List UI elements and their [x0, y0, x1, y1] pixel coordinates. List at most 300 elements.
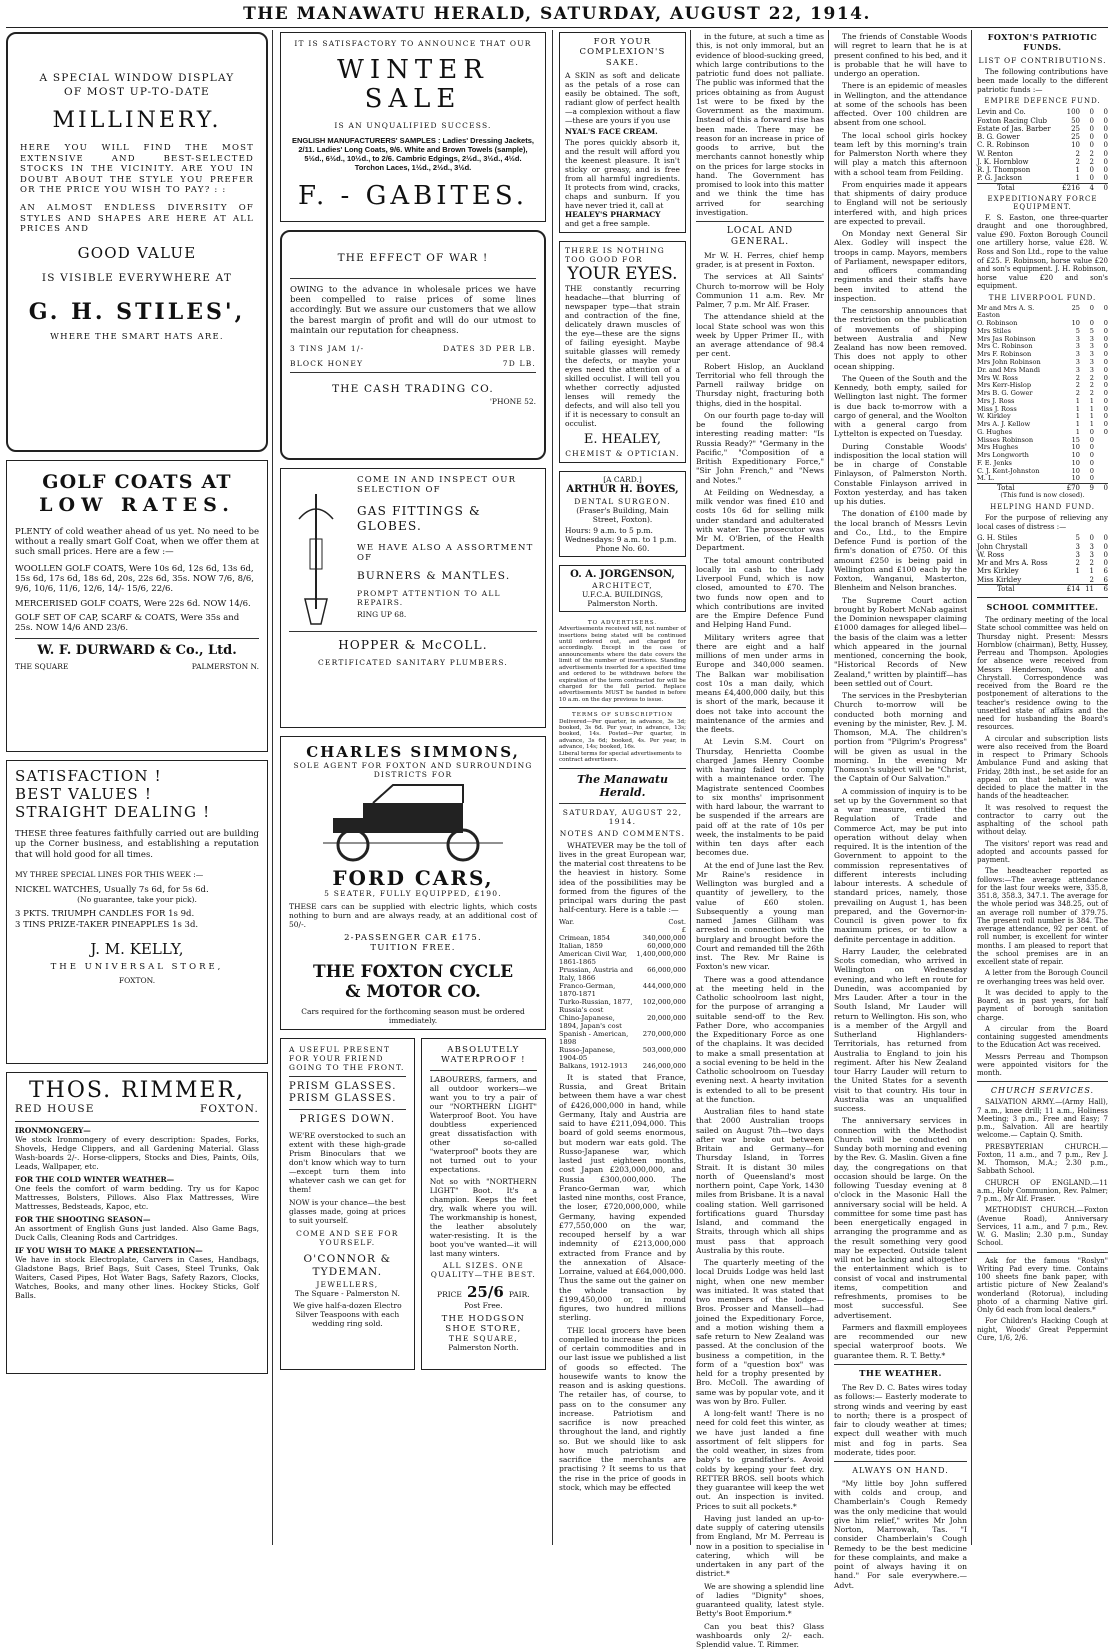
weather-head: THE WEATHER.	[859, 1368, 942, 1379]
fund-shillings: 0	[1089, 458, 1094, 467]
cash-item4: 7D LB.	[502, 359, 536, 369]
pound-col-header: £	[681, 925, 686, 934]
fund-pounds: 2	[1075, 157, 1080, 166]
golf-text3: MERCERISED GOLF COATS, Were 22s 6d. NOW 14/6.	[15, 598, 251, 609]
fund-shillings: 5	[1089, 326, 1094, 335]
school-p4: The visitors' report was read and adopted and accounts passed for payment.	[977, 839, 1108, 865]
boyes-name: ARTHUR H. BOYES,	[566, 484, 679, 496]
hopper-name: HOPPER & McCOLL.	[338, 638, 488, 653]
church-item: METHODIST CHURCH.—Foxton (Avenue Road), Anniversary Services, 11 a.m., and 7 p.m., Rev. W. G. Maslin; 2.30 p.m., Sunday School.	[977, 1206, 1108, 1248]
boyes-ad	[559, 471, 686, 556]
fund-name: R. J. Thompson	[977, 166, 1031, 175]
complexion-heading: FOR YOUR COMPLEXION'S SAKE.	[579, 37, 666, 68]
fund-pounds: 1	[1075, 420, 1080, 429]
fund-total-n: Total	[977, 484, 1058, 493]
fund-pence: 0	[1103, 412, 1108, 421]
column-rule	[272, 30, 273, 1545]
church-item: SALVATION ARMY.—(Army Hall), 7 a.m., knee drill; 11 a.m., Holiness Meeting; 3 p.m., Free and Easy; 7 p.m., Salvation. All are heartily welcome.— Captain Q. Smith.	[977, 1098, 1108, 1140]
simmons-two-seater: 2-PASSENGER CAR £175.	[344, 933, 482, 943]
fund-shillings: 3	[1089, 357, 1094, 366]
fund-pounds: 10	[1071, 466, 1080, 475]
kelly-h3: STRAIGHT DEALING !	[15, 803, 211, 821]
fund-total-row	[977, 183, 1108, 192]
war-cost: 60,000,000	[647, 941, 686, 950]
fund-shillings: 0	[1089, 116, 1094, 125]
stiles-text2: AN ALMOST ENDLESS DIVERSITY OF STYLES AND SHAPES ARE HERE AT ALL PRICES AND	[20, 203, 254, 234]
news-paragraph: During Constable Woods' indisposition the local station will be in charge of Constable Finlayson, of Palmerston North. Constable Finlayson arrived in Foxton yesterday, and has taken up his duties.	[834, 441, 967, 506]
school-p9: Messrs Perreau and Thompson were appointed visitors for the month.	[977, 1052, 1108, 1078]
fund-pounds: 1	[1075, 166, 1080, 175]
liv-note: (This fund is now closed).	[1000, 491, 1085, 500]
complexion-shop: HEALEY'S PHARMACY	[565, 210, 661, 220]
fund-row	[977, 475, 1108, 483]
hopper-text1: COME IN AND INSPECT OUR SELECTION OF	[357, 475, 517, 496]
fund-name: Mrs Stiles	[977, 326, 1012, 335]
stiles-name: G. H. STILES',	[28, 298, 246, 325]
war-cost: 270,000,000	[642, 1029, 686, 1038]
fund-shillings: 2	[1089, 389, 1094, 398]
golf-coats-ad	[6, 460, 268, 752]
complexion-text3: and get a free sample.	[565, 219, 651, 229]
hodgson-text2: Not so with "NORTHERN LIGHT" Boot. It's a champion. Keeps the feet dry, walk where you will. The workmanship is honest, the leather absolutely water-resisting. It is the boot you've wanted—it will last many winters.	[429, 1176, 537, 1258]
fund-pence	[1094, 460, 1108, 468]
fund-shillings: 3	[1089, 365, 1094, 374]
complexion-product: NYAL'S FACE CREAM.	[565, 127, 658, 137]
boyes-trade: DENTAL SURGEON.	[574, 496, 671, 506]
fund-shillings: 1	[1089, 567, 1094, 576]
always-text: "My little boy John suffered with colds and croup, and Chamberlain's Cough Remedy was the only medicine that would give him relief," writes Mr John Norton, Marrowah, Tas. "I consider Chamberlain's Cough Remedy to be the best medicine for these complaints, and make a point of always having it on hand." For sale everywhere.—Advt.	[834, 1478, 967, 1590]
jorgenson-addr: U.F.C.A. BUILDINGS,	[581, 589, 664, 599]
fund-pence: 0	[1103, 427, 1108, 436]
jorgenson-name: O. A. JORGENSON,	[570, 568, 675, 580]
golf-firm: W. F. DURWARD & Co., Ltd.	[37, 642, 237, 658]
fund-shillings: 0	[1089, 108, 1094, 117]
column-3	[559, 32, 686, 1545]
fund-name: Mrs Longworth	[977, 451, 1029, 460]
simmons-spec: 5 SEATER, FULLY EQUIPPED, £190.	[324, 889, 502, 898]
fund-pence: 0	[1103, 357, 1108, 366]
gabites-sub: IS AN UNQUALIFIED SUCCESS.	[334, 121, 492, 131]
cash-trading-ad	[280, 230, 546, 460]
news-paragraph: Harry Lauder, the celebrated Scots comedian, who arrived in Wellington on Wednesday evening, and who left en route for Dunedin, was accompanied by Mrs Lauder. After a tour in the South Island, Mr Lauder will return to Wellington. His son, who is a member of the Argyll and Sutherland Highlanders-Territorials, has returned from Australia to England to join his regiment. After his New Zealand tour Harry Lauder will return to the United States for a seventh visit to that country. His tour in Australia was an unqualified success.	[834, 946, 967, 1113]
eyes-text: THE constantly recurring headache—that blurring of newspaper type—that strain and contraction of the fine, delicately drawn muscles of the eye—these are the signs of failing eyesight. Maybe suitable glasses will remedy the defects, or maybe your eyes need the attention of a skilled occulist. I will tell you whether correctly adjusted lenses will remedy the defects, and will also tell you if it is necessary to consult an occulist.	[565, 284, 680, 429]
fund-pence: 0	[1103, 420, 1108, 429]
rimmer-sec2: FOR THE COLD WINTER WEATHER—	[15, 1174, 175, 1184]
golf-heading2: LOW RATES.	[39, 493, 235, 516]
hodgson-name1: THE HODGSON	[441, 1313, 526, 1324]
fund-pounds: 1	[1075, 427, 1080, 436]
rimmer-sec4: IF YOU WISH TO MAKE A PRESENTATION—	[15, 1245, 203, 1255]
fund-name: C. J. Kent-Johnston	[977, 466, 1040, 475]
simmons-tuition: TUITION FREE.	[370, 943, 456, 954]
fund-shillings: 0	[1089, 466, 1094, 475]
notices-h2: TERMS OF SUBSCRIPTION	[572, 712, 673, 719]
column-4	[696, 32, 825, 1649]
local-paragraph: There was a good attendance at the meeting held in the Catholic schoolroom last night, for the purpose of arranging a suitable send-off to the Rev. Father Dore, who accompanies the Expeditionary Force as one of the chaplains. It was decided to make a small presentation at a social evening to be held in the Catholic schoolroom on Tuesday evening next. A hearty invitation is extended to all to be present at the function.	[696, 974, 824, 1104]
fund-pence: 0	[1103, 365, 1108, 374]
oconnor-text3: NOW is your chance—the best glasses made, going at prices to suit yourself.	[289, 1197, 406, 1225]
column-rule	[552, 30, 553, 1545]
school-p8: A circular from the Board containing suggested amendments to the Education Act was received.	[977, 1024, 1108, 1050]
fund-pence	[1094, 444, 1108, 452]
hodgson-town: Palmerston North.	[448, 1343, 519, 1353]
fund-name: Mrs John Robinson	[977, 357, 1041, 366]
war-name: Chino-Japanese, 1894, Japan's cost	[559, 1013, 622, 1030]
fund-name: Mrs C. Robinson	[977, 342, 1033, 351]
local-paragraph: Mr W. H. Ferres, chief hemp grader, is at present in Foxton.	[696, 250, 824, 270]
fund-pounds: 3	[1075, 550, 1080, 559]
fund-name: W. Ross	[977, 550, 1005, 559]
fund-shillings: 0	[1089, 443, 1094, 452]
masthead: THE MANAWATU HERALD, SATURDAY, AUGUST 22, 1914.	[243, 4, 871, 24]
fund-pounds	[1058, 576, 1080, 584]
fund-name: G. Hughes	[977, 427, 1012, 436]
fund-name: G. H. Stiles	[977, 534, 1018, 543]
rimmer-text4: We have in stock Electroplate, Carvers in Cases, Handbags, Gladstone Bags, Brief Bags, Suit Cases, Steel Trunks, Oak Waiters, Cased Pipes, Hot Water Bags, Safety Razors, Clocks, Watches, Books, and many other lines. Hockey Sticks, Golf Balls.	[15, 1254, 259, 1300]
fund-name: Mrs F. Robinson	[977, 350, 1032, 359]
fund-row	[977, 166, 1108, 174]
fund-shillings: 0	[1089, 451, 1094, 460]
local-paragraph: On our fourth page to-day will be found the following interesting reading matter: "Is Russia Ready?" "Germany in the Pacific," "Composition of a British Expeditionary Force," "Sir John French," and "News and Notes."	[696, 410, 824, 485]
hopper-burners: BURNERS & MANTLES.	[357, 569, 511, 582]
war-col-header: War.	[559, 917, 575, 926]
news-paragraph: The Queen of the South and the Kennedy, both empty, sailed for Wellington last night. The former is due back to-morrow with a cargo of general, and the Woolton with a general cargo from Lyttelton is expected on Tuesday.	[834, 373, 967, 439]
fund-name: Mr and Mrs A. S. Easton	[977, 303, 1035, 320]
fund-total-c: 0	[1094, 183, 1108, 192]
fund-row	[977, 567, 1108, 575]
fund-name: Mrs Kirkley	[977, 567, 1019, 576]
local-paragraph: At Levin S.M. Court on Thursday, Henrietta Coombe charged James Henry Coombe with having failed to comply with a maintenance order. The Magistrate sentenced Coombes to six months' imprisonment with hard labour, the warrant to be suspended if the arrears are paid off at the rate of 10s per week, the instalments to be paid within ten days after each becomes due.	[696, 737, 824, 858]
oconnor-name2: TYDEMAN.	[312, 1266, 383, 1279]
gabites-text: ENGLISH MANUFACTURERS' SAMPLES : Ladies' Dressing Jackets, 2/11. Ladies' Long Coats, 9/6. White and Brown Towels (sample), 5½d., 6½d., 10½d., to 2/6. Cambric Edgings, 2½d., 3½d., 4½d. Torchon Laces, 1½d., 2½d., 3½d.	[292, 136, 534, 173]
fund-pounds: 1	[1075, 567, 1080, 576]
oconnor-addr: The Square - Palmerston N.	[294, 1288, 400, 1298]
fund-shillings: 3	[1089, 350, 1094, 359]
fund-row	[977, 150, 1108, 158]
fund-shillings: 1	[1089, 396, 1094, 405]
boyes-phone: Phone No. 60.	[595, 543, 650, 553]
cash-name: THE CASH TRADING CO.	[332, 383, 494, 396]
fund-pounds: 25	[1071, 133, 1080, 142]
stiles-line1: A SPECIAL WINDOW DISPLAY	[39, 72, 235, 84]
fund-name: Mrs Hughes	[977, 443, 1019, 452]
fund-pounds: 3	[1075, 365, 1080, 374]
rimmer-text2: One feels the comfort of warm bedding. Try us for Kapoc Mattresses, Bolsters, Pillows. Also Flax Mattresses, Wire Mattresses, Bedsteads, Kapoc, etc.	[15, 1183, 259, 1211]
fund-shillings: 0	[1089, 133, 1094, 142]
eyes-name: E. HEALEY,	[583, 432, 662, 448]
fund-pence: 0	[1103, 116, 1108, 125]
fund-pounds: 2	[1075, 559, 1080, 568]
fund-pounds: 100	[1066, 108, 1080, 117]
fund-pounds: 2	[1075, 149, 1080, 158]
notices-t1: Advertisements received will, not number of insertions being stated will be continued until ordered out, and charged for accordingly. Except in the case of announcements where the date covers the limit of the number of insertions. Standing advertisements inserted for a specified time and ordered to be withdrawn before the expiration of the term contracted for will be charged for the full period. Replace advertisements MUST be handed in before 10 a.m. on the day previous to issue.	[559, 626, 686, 703]
school-p5: The headteacher reported as follows:—The average attendance for the last four weeks were, 335.8, 351.8, 358.3, 347.1. The average for the whole period was 348.25, out of an average roll number of 379.75. The present roll number is 384. The average attendance, 92 per cent. of roll number, is excellent for winter months. I am pleased to report that the school premises are in an excellent state of repair.	[977, 867, 1108, 967]
gabites-ad	[280, 32, 546, 222]
fund-shillings: 2	[1089, 575, 1094, 584]
fund-shillings: 3	[1089, 334, 1094, 343]
simmons-name: CHARLES SIMMONS,	[306, 743, 520, 761]
fund-pounds: 1	[1075, 404, 1080, 413]
boyes-hours: Hours: 9 a.m. to 5 p.m. Wednesdays: 9 a.m. to 1 p.m.	[565, 525, 677, 544]
fund-name: W. Kirkley	[977, 412, 1011, 421]
oconnor-trade: JEWELLERS,	[316, 1279, 379, 1289]
local-paragraph: Can you beat this? Glass washboards only 2/- each. Splendid value. T. Rimmer.	[696, 1621, 824, 1649]
fund-total-n: Total	[977, 584, 1058, 593]
hodgson-h2: WATERPROOF !	[440, 1055, 526, 1066]
column-rule	[971, 30, 972, 1545]
fund-pounds: 1	[1075, 412, 1080, 421]
fund-pence: 0	[1103, 381, 1108, 390]
stiles-good-value: GOOD VALUE	[77, 244, 197, 263]
war-cost-table	[559, 918, 686, 1070]
fund-pence: 0	[1103, 534, 1108, 543]
war-cost: 66,000,000	[647, 965, 686, 974]
fund-total-row	[977, 584, 1108, 593]
fund-pence: 0	[1103, 404, 1108, 413]
column-5	[834, 32, 967, 1590]
kelly-h2: BEST VALUES !	[15, 785, 153, 803]
local-paragraph: The services at All Saints' Church to-morrow will be Holy Communion 11 a.m. Rev. Mr Palmer, 7 p.m. Mr Alf. Fraser.	[696, 272, 824, 310]
fund-shillings: 0	[1089, 534, 1094, 543]
funds-head: FOXTON'S PATRIOTIC FUNDS.	[987, 32, 1098, 52]
war-row	[559, 1014, 686, 1030]
column-2	[280, 32, 546, 1545]
eyes-heading: YOUR EYES.	[567, 264, 678, 285]
war-cost: 102,000,000	[642, 997, 686, 1006]
hodgson-post: Post Free.	[464, 1300, 503, 1310]
fund-row	[977, 534, 1108, 542]
complexion-text1: A SKIN as soft and delicate as the petals of a rose can easily be obtained. The soft, radiant glow of perfect health—a complexion without a flaw—these are yours if you use	[565, 71, 680, 126]
news-paragraph: The donation of £100 made by the local branch of Messrs Levin and Co., Ltd., to the Empire Defence Fund is portion of the firm's donation of £750. Of this amount £250 is being paid in Wellington and £100 each by the Foxton, Wanganui, Masterton, Blenheim and Nelson branches.	[834, 509, 967, 593]
stiles-line2: OF MOST UP-TO-DATE	[64, 85, 210, 98]
cough-ad: For Children's Hacking Cough at night, Woods' Great Peppermint Cure, 1/6, 2/6.	[977, 1317, 1108, 1342]
fund-pounds: 10	[1071, 443, 1080, 452]
help-head: HELPING HAND FUND.	[990, 503, 1095, 512]
news-paragraph: Farmers and flaxmill employees are recommended our new special waterproof boots. We guarantee them. R. T. Betty.*	[834, 1322, 967, 1360]
fund-pounds: 5	[1075, 534, 1080, 543]
local-paragraph: Robert Hislop, an Auckland Territorial who fell through the Parnell railway bridge on Thursday night, fracturing both thighs, died in the hospital.	[696, 361, 824, 408]
fund-pence: 0	[1103, 542, 1108, 551]
stiles-visible: IS VISIBLE EVERYWHERE AT	[41, 272, 233, 285]
editorial-text3: THE local grocers have been compelled to increase the prices of certain commodities and in our last issue we published a list of goods so effected. The housewife wants to know the reason and is asking questions. The retailer has, of course, to pass on to the consumer any increase. Patriotism and sacrifice is now preached throughout the land, and rightly so. But we should like to ask how much patriotism and sacrifice the merchants are practising ? It seems to us that the rise in the price of goods in stock, which may be effected	[559, 1325, 686, 1492]
fund-shillings: 0	[1089, 174, 1094, 183]
column-6	[977, 32, 1108, 1545]
jorgenson-town: Palmerston North.	[587, 598, 658, 608]
fund-row	[977, 117, 1108, 125]
fund-total-a: £70	[1058, 484, 1080, 493]
news-paragraph: The local school girls hockey team left by this morning's train for Palmerston North where they will play a match this afternoon with a school team from Feilding.	[834, 130, 967, 177]
fund-shillings: 0	[1089, 141, 1094, 150]
fund-total-a: £216	[1058, 183, 1080, 192]
fund-pence: 0	[1103, 389, 1108, 398]
fund-pence: 0	[1103, 319, 1108, 328]
fund-row	[977, 551, 1108, 559]
war-name: Russo-Japanese, 1904-05	[559, 1045, 616, 1062]
church-head: CHURCH SERVICES.	[990, 1086, 1095, 1096]
fund-row	[977, 108, 1108, 116]
cash-heading: THE EFFECT OF WAR !	[337, 252, 489, 264]
kelly-town: FOXTON.	[118, 975, 156, 985]
fund-row	[977, 174, 1108, 182]
exp-head: EXPEDITIONARY FORCE EQUIPMENT.	[987, 194, 1098, 211]
kelly-line1: NICKEL WATCHES, Usually 7s 6d, for 5s 6d.	[15, 885, 209, 896]
fund-total-c: 6	[1094, 584, 1108, 593]
fund-pence	[1094, 468, 1108, 476]
war-row	[559, 942, 686, 950]
hodgson-h1: ABSOLUTELY	[447, 1045, 520, 1055]
fund-name: C. R. Robinson	[977, 141, 1030, 150]
fund-pence	[1094, 437, 1108, 445]
fund-name: Estate of Jas. Barber	[977, 124, 1051, 133]
war-name: Spanish - American, 1898	[559, 1029, 629, 1046]
jorgenson-ad	[559, 565, 686, 612]
fund-pounds: 1	[1075, 396, 1080, 405]
fund-pence: 0	[1103, 303, 1108, 312]
cash-item3: BLOCK HONEY	[290, 359, 364, 369]
fund-shillings: 1	[1089, 404, 1094, 413]
rimmer-ad	[6, 1072, 268, 1374]
bottom-ads	[280, 1038, 546, 1378]
local-paragraph: The total amount contributed locally in cash to the Lady Liverpool Fund, which is now closed, amounted to £70. The two funds now open and to which contributions are invited are the Empire Defence Fund and Helping Hand Fund.	[696, 555, 824, 630]
fund-pounds: 2	[1075, 389, 1080, 398]
war-row	[559, 1030, 686, 1046]
oconnor-ad	[280, 1038, 415, 1370]
cash-item1: 3 TINS JAM 1/-	[290, 344, 365, 354]
local-paragraph: The quarterly meeting of the local Druids Lodge was held last night, when one new member was initiated. It was stated that two members of the lodge—Bros. Prosser and Mansell—had joined the Expeditionary Force, and a motion wishing them a safe return to New Zealand was passed. At the conclusion of the business a competition, in the form of a "question box" was held for a trophy presented by Bro. McColl. The awarding of same was by popular vote, and it was won by Bro. Fuller.	[696, 1258, 824, 1406]
war-row	[559, 1046, 686, 1062]
fund-pence: 0	[1103, 149, 1108, 158]
fund-pounds: 10	[1071, 319, 1080, 328]
fund-name: Mrs Kerr-Hislop	[977, 381, 1032, 390]
fund-name: Foxton Racing Club	[977, 116, 1047, 125]
school-head: SCHOOL COMMITTEE.	[986, 602, 1099, 613]
golf-addr-left: THE SQUARE	[15, 661, 69, 671]
kelly-name: J. M. KELLY,	[90, 940, 184, 959]
oconnor-h2: PRISM GLASSES.	[289, 1093, 397, 1105]
war-cost: 20,000,000	[647, 1013, 686, 1022]
school-p2: A circular and subscription lists were also received from the Board in respect to Primary Schools Ambulance Fund and asking that Friday, 28th inst., be set aside for an appeal on that behalf. It was decided to place the matter in the hands of the headteacher.	[977, 734, 1108, 801]
funds-sub: LIST OF CONTRIBUTIONS.	[978, 56, 1107, 65]
news-paragraph: The friends of Constable Woods will regret to learn that he is at present confined to his bed, and it is probable that he will have to undergo an operation.	[834, 32, 967, 78]
fund-name: W. Renton	[977, 149, 1013, 158]
fund-shillings: 0	[1089, 435, 1094, 444]
local-paragraph: A long-felt want! There is no need for cold feet this winter, as we have just landed a fine assortment of felt slippers for the cold weather, in sizes from baby's to grandfather's. Avoid colds by keeping your feet dry. RETTER BROS. sell boots which they guarantee will keep the wet out. An inspection is invited. Prices to suit all pockets.*	[696, 1409, 824, 1511]
golf-heading1: GOLF COATS AT	[42, 471, 232, 493]
fund-pence: 0	[1103, 373, 1108, 382]
cash-phone: 'PHONE 52.	[489, 397, 536, 407]
fund-row	[977, 305, 1108, 321]
fund-row	[977, 559, 1108, 567]
hopper-trade: CERTIFICATED SANITARY PLUMBERS.	[317, 657, 509, 667]
kelly-h1: SATISFACTION !	[15, 767, 162, 785]
kelly-store: THE UNIVERSAL STORE,	[50, 962, 224, 973]
ford-car-icon	[313, 783, 513, 863]
fund-pounds: 3	[1075, 357, 1080, 366]
gabites-name: F. - GABITES.	[298, 181, 528, 212]
simmons-foot: Cars required for the forthcoming season must be ordered immediately.	[301, 1006, 525, 1025]
fund-pounds: 1	[1075, 174, 1080, 183]
rimmer-sec1: IRONMONGERY—	[15, 1125, 91, 1135]
gabites-top: IT IS SATISFACTORY TO ANNOUNCE THAT OUR	[294, 39, 532, 48]
war-cost: 340,000,000	[642, 933, 686, 942]
fund-shillings: 0	[1089, 124, 1094, 133]
fund-name: Mrs J. Ross	[977, 396, 1015, 405]
fund-total-b: 11	[1080, 584, 1094, 593]
hodgson-addr: THE SQUARE,	[448, 1334, 518, 1344]
fund-shillings: 2	[1089, 373, 1094, 382]
hopper-gas: GAS FITTINGS & GLOBES.	[357, 503, 481, 534]
war-row	[559, 934, 686, 942]
fund-pounds: 25	[1071, 303, 1080, 312]
fund-name: O. Robinson	[977, 319, 1018, 328]
school-p7: It was decided to apply to the Board, as in past years, for half payment of borough sanitation charge.	[977, 988, 1108, 1022]
church-item: CHURCH OF ENGLAND.—11 a.m., Holy Communion, Rev. Palmer; 7 p.m., Mr Alf. Fraser.	[977, 1178, 1108, 1204]
stiles-text1: HERE YOU WILL FIND THE MOST EXTENSIVE AND BEST-SELECTED STOCKS IN THE VICINITY. ARE YOU IN DOUBT ABOUT THE STYLE YOU PREFER OR THE PRICE YOU WISH TO PAY? : :	[20, 143, 254, 195]
notices-t3: Liberal terms for special advertisements to contract advertisers.	[559, 750, 682, 764]
news-paragraph: The services in the Presbyterian Church to-morrow will be conducted both morning and evening by the minister, Rev. J. M. Thomson, M.A. The children's portion from "Pilgrim's Progress" will be given as usual in the morning. In the evening Mr Thomson's subject will be "Christ, the Captain of Our Salvation."	[834, 691, 967, 784]
hodgson-price: 25/6	[467, 1282, 504, 1301]
notices-t2: Delivered—Per quarter, in advance, 3s 3d; booked, 3s 6d. Per year, in advance, 13s; booked, 14s. Posted—Per quarter, in advance, 3s 6d; booked, 4s. Per year, in advance, 14s; booked, 16s.	[559, 718, 686, 751]
war-row	[559, 982, 686, 998]
simmons-firm2: & MOTOR CO.	[345, 982, 481, 1003]
fund-pence: 0	[1103, 350, 1108, 359]
fund-pounds: 2	[1075, 381, 1080, 390]
fund-pence: 0	[1103, 174, 1108, 183]
column-1	[6, 32, 268, 1545]
war-name: Italian, 1859	[559, 941, 603, 950]
fund-shillings: 3	[1089, 542, 1094, 551]
war-name: Crimean, 1854	[559, 933, 611, 942]
column-rule	[828, 30, 829, 1545]
hodgson-price-label: PRICE	[437, 1289, 462, 1299]
kelly-text: THESE three features faithfully carried out are building up the Corner business, and establishing a reputation that will hold good for all times.	[15, 829, 259, 860]
fund-name: Mrs A. J. Kellow	[977, 420, 1031, 429]
golf-text4: GOLF SET OF CAP, SCARF & COATS, Were 35s and 25s. NOW 14/6 AND 23/6.	[15, 613, 240, 634]
jorgenson-trade: ARCHITECT,	[592, 580, 653, 590]
oconnor-text1: A USEFUL PRESENT FOR YOUR FRIEND GOING TO THE FRONT.	[289, 1045, 405, 1072]
fund-pounds: 10	[1071, 474, 1080, 483]
fund-name: Dr. and Mrs Mandi	[977, 365, 1041, 374]
empire-head: EMPIRE DEFENCE FUND.	[984, 97, 1101, 106]
local-paragraph: Military writers agree that there are eight and a half millions of men under arms in Europe and 340,000 seamen. The Balkan war mobilisation cost 10s a man daily, which means £4,400,000 daily, but this is short of the mark, because it does not take into account the maintenance of the armies and the fleets.	[696, 632, 824, 735]
weather-text: The Rev D. C. Bates wires today as follows:— Easterly moderate to strong winds and veering by east to north; there is a prospect of fair to cloudy weather at times; expect dull weather with much mist and fog in parts. Sea moderate, tides poor.	[834, 1383, 967, 1457]
hopper-ring: RING UP 68.	[357, 610, 407, 620]
fund-row	[977, 133, 1108, 141]
always-head: ALWAYS ON HAND.	[852, 1466, 949, 1476]
editorial-text1: WHATEVER may be the toll of lives in the great European war, the material cost threatens to be the heaviest in history. Some idea of the possibilities may be formed from the figures of the principal wars during the past half-century. Here is a table :—	[559, 840, 686, 915]
cost-col-header: Cost.	[668, 917, 686, 926]
kelly-ad	[6, 760, 268, 1064]
hopper-repairs: PROMPT ATTENTION TO ALL REPAIRS.	[357, 589, 501, 608]
local-paragraph: We are showing a splendid line of ladies "Dignity" shoes, guaranteed quality, latest style. Betty's Boot Emporium.*	[696, 1581, 824, 1619]
local-paragraph: Having just landed an up-to-date supply of catering utensils from England, Mr M. Perreau is now in a position to specialise in catering, which will be undertaken in any part of the district.*	[696, 1513, 824, 1579]
hodgson-text1: LABOURERS, farmers, and all outdoor workers—we want you to try a pair of our "NORTHERN LIGHT" Waterproof Boot. You have doubtless experienced great dissatisfaction with other so-called "waterproof" boots they are not turned out to your expectations.	[429, 1074, 537, 1174]
fund-total-a: £14	[1058, 584, 1080, 593]
fund-shillings: 3	[1089, 342, 1094, 351]
notices-h1: TO ADVERTISERS.	[587, 619, 658, 626]
fund-pounds: 3	[1075, 334, 1080, 343]
war-cost: 1,400,000,000	[636, 949, 686, 958]
fund-name: Levin and Co.	[977, 108, 1026, 117]
school-p1: The ordinary meeting of the local State school committee was held on Thursday night. Present: Messrs Hornblow (chairman), Betty, Hussey, Perreau and Thompson. Apologies for absence were received from Messrs Henderson, Woods and Chrystall. Correspondence was received from the Board re the postponement of alterations to the teacher's residence owing to the unsettled state of affairs and the need for husbanding the Board's resources.	[977, 616, 1108, 732]
fund-pounds: 10	[1071, 458, 1080, 467]
war-name: American Civil War, 1861-1865	[559, 949, 628, 966]
fund-name: Mrs Jas Robinson	[977, 334, 1036, 343]
oconnor-text2: WE'RE overstocked to such an extent with these high-grade Prism Binoculars that we don't know which way to turn—except turn them into whatever cash we can get for them!	[289, 1130, 406, 1194]
local-head: LOCAL AND GENERAL.	[726, 226, 794, 247]
oconnor-foot: We give half-a-dozen Electro Silver Teaspoons with each wedding ring sold.	[293, 1300, 402, 1328]
fund-shillings: 2	[1089, 157, 1094, 166]
